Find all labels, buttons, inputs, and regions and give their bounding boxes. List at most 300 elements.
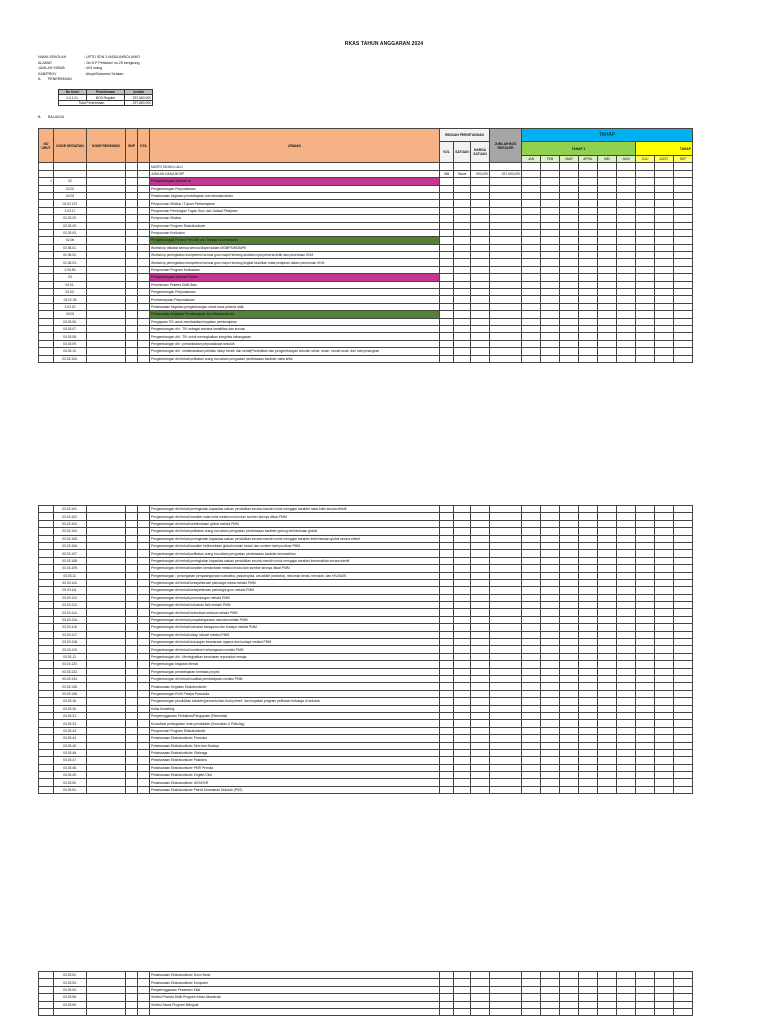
cell-month <box>522 333 541 340</box>
cell-kode-kegiatan: 03.03.113. <box>54 602 87 609</box>
cell-month <box>617 720 636 727</box>
table-row <box>39 779 693 786</box>
cell-kode-rekening <box>87 653 126 660</box>
cell-month <box>541 259 560 266</box>
cell-month <box>674 668 693 675</box>
cell-month <box>560 1001 579 1008</box>
cell-month <box>617 772 636 779</box>
cell-kode-kegiatan: 03.03.118. <box>54 639 87 646</box>
cell-month <box>636 764 655 771</box>
cell-uraian: Pengembangan diri terkait karakter kebhinekaan global melalui modul dan sumber lainnya diluar PMM <box>150 542 440 549</box>
cell-month <box>522 646 541 653</box>
cell-month <box>617 340 636 347</box>
cell-no-urut <box>39 550 54 557</box>
cell-month <box>560 668 579 675</box>
cell-month <box>541 528 560 535</box>
table-row <box>39 252 693 259</box>
cell-kode-rekening <box>87 557 126 564</box>
cell-month <box>636 303 655 310</box>
cell-vol <box>440 646 454 653</box>
cell-month <box>674 325 693 332</box>
cell-satuan <box>454 772 471 779</box>
cell-month <box>598 720 617 727</box>
cell-month <box>636 616 655 623</box>
cell-month <box>636 624 655 631</box>
cell-month <box>579 178 598 185</box>
cell-month <box>655 668 674 675</box>
cell-jumlah <box>490 720 522 727</box>
cell-month <box>541 653 560 660</box>
cell-month <box>541 572 560 579</box>
cell-satuan <box>454 994 471 1001</box>
cell-vol <box>440 355 454 362</box>
cell-kode-kegiatan: 03.03.103. <box>54 520 87 527</box>
cell-kode-rekening <box>87 289 126 296</box>
cell-uraian: Pengembangan diri terkait pelibatan orang tua dalam penguatan pembiasaan karakter nalar kritis <box>150 355 440 362</box>
cell-kode-rekening <box>87 266 126 273</box>
cell-month <box>655 742 674 749</box>
cell-month <box>617 675 636 682</box>
cell-month <box>579 513 598 520</box>
cell-month <box>636 340 655 347</box>
cell-no-urut <box>39 215 54 222</box>
cell-kode-rekening <box>87 185 126 192</box>
cell-month <box>617 229 636 236</box>
cell-month <box>579 690 598 697</box>
cell-month <box>522 528 541 535</box>
cell-month <box>598 252 617 259</box>
cell-kode-rekening <box>87 616 126 623</box>
cell-kta <box>138 698 150 705</box>
cell-jumlah <box>490 749 522 756</box>
cell-harga <box>471 735 490 742</box>
cell-snp <box>126 318 138 325</box>
cell-satuan <box>454 237 471 244</box>
cell-kode-rekening <box>87 979 126 986</box>
belanja-table-page-2 <box>38 505 693 794</box>
table-row <box>39 355 693 362</box>
cell-month <box>579 683 598 690</box>
table-row <box>39 550 693 557</box>
cell-no-urut <box>39 727 54 734</box>
cell-no-urut <box>39 972 54 979</box>
cell-month <box>541 237 560 244</box>
cell-snp <box>126 712 138 719</box>
cell-month <box>560 712 579 719</box>
cell-kode-kegiatan: 03.03.109. <box>54 565 87 572</box>
cell-harga <box>471 355 490 362</box>
cell-kta <box>138 229 150 236</box>
cell-month <box>522 742 541 749</box>
cell-kta <box>138 735 150 742</box>
cell-month <box>617 325 636 332</box>
cell-month <box>655 624 674 631</box>
pen-cell-kode: 4.3.1.01. <box>59 95 87 100</box>
cell-kta <box>138 513 150 520</box>
cell-harga <box>471 557 490 564</box>
cell-kode-kegiatan: 03.03.54. <box>54 986 87 993</box>
cell-month <box>617 587 636 594</box>
cell-month <box>560 237 579 244</box>
cell-kode-rekening <box>87 252 126 259</box>
cell-month <box>579 318 598 325</box>
cell-month <box>541 311 560 318</box>
cell-month <box>579 786 598 793</box>
header-uraian: URAIAN <box>150 129 440 163</box>
cell-month <box>655 289 674 296</box>
cell-kode-rekening <box>87 698 126 705</box>
cell-snp <box>126 259 138 266</box>
table-row <box>39 528 693 535</box>
cell-month <box>674 215 693 222</box>
cell-uraian: Pengayaan TIK untuk memfasilitasi kegiatan pembelajaran <box>150 318 440 325</box>
cell-harga <box>471 994 490 1001</box>
cell-month <box>655 979 674 986</box>
cell-month <box>541 333 560 340</box>
cell-kode-kegiatan: 03.03.47. <box>54 757 87 764</box>
section-b-letter: B. <box>38 115 42 119</box>
cell-satuan <box>454 705 471 712</box>
cell-uraian: Penyelenggaraan Pesantren Kilat <box>150 986 440 993</box>
cell-kode-kegiatan: 03.03.104. <box>54 528 87 535</box>
cell-kta <box>138 712 150 719</box>
cell-harga <box>471 185 490 192</box>
table-row <box>39 661 693 668</box>
cell-kode-kegiatan: 3.02.20 <box>54 303 87 310</box>
cell-kode-kegiatan: 02.03.03. <box>54 229 87 236</box>
cell-month <box>636 565 655 572</box>
cell-kode-kegiatan: 03.03.105. <box>54 535 87 542</box>
cell-month <box>617 979 636 986</box>
cell-harga <box>471 274 490 281</box>
cell-snp <box>126 281 138 288</box>
cell-vol <box>440 602 454 609</box>
cell-satuan <box>454 675 471 682</box>
cell-month <box>522 303 541 310</box>
cell-harga <box>471 631 490 638</box>
cell-month <box>598 683 617 690</box>
cell-month <box>541 712 560 719</box>
cell-kode-kegiatan: 02.03.29. <box>54 222 87 229</box>
cell-month <box>579 200 598 207</box>
cell-month <box>617 579 636 586</box>
cell-no-urut <box>39 163 54 170</box>
cell-snp <box>126 550 138 557</box>
cell-month <box>598 259 617 266</box>
cell-vol <box>440 289 454 296</box>
cell-month <box>579 994 598 1001</box>
cell-uraian: Pengembangan diri terkait karakter kemandirian melalui modul dan sumber lainnya diluar PMM <box>150 565 440 572</box>
cell-month <box>579 705 598 712</box>
section-b-title: BALANJA <box>48 115 64 119</box>
cell-month <box>560 170 579 177</box>
cell-harga <box>471 266 490 273</box>
cell-kode-kegiatan: 03.03.114. <box>54 609 87 616</box>
cell-kode-kegiatan <box>54 170 87 177</box>
cell-kode-rekening <box>87 779 126 786</box>
header-tahap-1: TAHAP 1 <box>522 142 636 156</box>
pen-cell-nama: BOS Reguler <box>87 95 125 100</box>
cell-uraian: Pengembangan diri terkait dukungan kesetaraan agama dan budaya melalui PMM <box>150 639 440 646</box>
cell-vol <box>440 1008 454 1015</box>
cell-month <box>541 303 560 310</box>
cell-month <box>579 675 598 682</box>
cell-jumlah <box>490 528 522 535</box>
cell-no-urut <box>39 535 54 542</box>
cell-month <box>598 520 617 527</box>
cell-month <box>636 972 655 979</box>
cell-month <box>579 735 598 742</box>
section-a-heading <box>38 77 140 83</box>
cell-month <box>655 972 674 979</box>
cell-month <box>674 318 693 325</box>
cell-uraian: Pengembangan diri terkait pelibatan orang tua dalam penguatan pembiasaan karakter kemandirian <box>150 550 440 557</box>
cell-snp <box>126 289 138 296</box>
cell-kode-rekening <box>87 631 126 638</box>
cell-month <box>674 520 693 527</box>
cell-month <box>655 683 674 690</box>
cell-month <box>579 609 598 616</box>
cell-no-urut <box>39 572 54 579</box>
cell-kta <box>138 1008 150 1015</box>
cell-month <box>560 200 579 207</box>
cell-snp <box>126 979 138 986</box>
cell-month <box>579 237 598 244</box>
cell-vol <box>440 215 454 222</box>
cell-no-urut <box>39 594 54 601</box>
cell-month <box>674 513 693 520</box>
cell-no-urut <box>39 779 54 786</box>
cell-kode-kegiatan: 03.03.30. <box>54 705 87 712</box>
cell-month <box>636 705 655 712</box>
cell-month <box>522 661 541 668</box>
cell-satuan <box>454 1008 471 1015</box>
cell-month <box>598 749 617 756</box>
cell-month <box>579 972 598 979</box>
cell-kode-rekening <box>87 318 126 325</box>
cell-kode-kegiatan: 03.03.101. <box>54 506 87 513</box>
cell-month <box>541 705 560 712</box>
cell-month <box>655 587 674 594</box>
cell-jumlah <box>490 1001 522 1008</box>
cell-month <box>541 513 560 520</box>
cell-harga <box>471 340 490 347</box>
table-row <box>39 639 693 646</box>
cell-kode-kegiatan: 03.03.51. <box>54 786 87 793</box>
cell-kode-rekening <box>87 528 126 535</box>
cell-vol <box>440 668 454 675</box>
cell-satuan <box>454 653 471 660</box>
cell-snp <box>126 1001 138 1008</box>
cell-kode-kegiatan: 03.03.115. <box>54 616 87 623</box>
cell-month <box>522 609 541 616</box>
cell-kode-rekening <box>87 735 126 742</box>
cell-month <box>560 281 579 288</box>
cell-jumlah <box>490 185 522 192</box>
cell-month <box>598 572 617 579</box>
cell-month <box>560 244 579 251</box>
cell-snp <box>126 222 138 229</box>
cell-uraian: Pelaksanaan Ekstrakurikuler PMR Pemula <box>150 764 440 771</box>
cell-snp <box>126 749 138 756</box>
cell-uraian: Seleksi Siswa Program Bilingual <box>150 1001 440 1008</box>
cell-kta <box>138 340 150 347</box>
cell-snp <box>126 200 138 207</box>
cell-month <box>541 683 560 690</box>
cell-no-urut <box>39 266 54 273</box>
cell-kode-kegiatan: 03.03.50. <box>54 779 87 786</box>
cell-month <box>541 274 560 281</box>
cell-vol <box>440 340 454 347</box>
cell-month <box>579 579 598 586</box>
cell-month <box>655 325 674 332</box>
cell-vol <box>440 712 454 719</box>
cell-month <box>579 340 598 347</box>
cell-uraian: Pelaksanaan kegiatan pembelajaran dan ekstrakurikuler <box>150 192 440 199</box>
cell-month <box>598 972 617 979</box>
cell-month <box>617 318 636 325</box>
cell-month <box>617 757 636 764</box>
cell-month <box>655 565 674 572</box>
cell-satuan <box>454 986 471 993</box>
cell-month <box>541 170 560 177</box>
cell-kta <box>138 355 150 362</box>
cell-vol: 356 <box>440 170 454 177</box>
month-mei: MEI <box>598 156 617 163</box>
cell-month <box>560 779 579 786</box>
cell-kta <box>138 289 150 296</box>
cell-snp <box>126 325 138 332</box>
cell-month <box>636 506 655 513</box>
cell-month <box>560 994 579 1001</box>
cell-month <box>522 506 541 513</box>
cell-month <box>579 1001 598 1008</box>
cell-month <box>655 163 674 170</box>
cell-no-urut <box>39 170 54 177</box>
cell-month <box>579 757 598 764</box>
table-row <box>39 609 693 616</box>
cell-harga <box>471 296 490 303</box>
cell-month <box>598 690 617 697</box>
cell-satuan <box>454 215 471 222</box>
cell-month <box>560 528 579 535</box>
cell-kode-kegiatan: 03.03.106. <box>54 542 87 549</box>
cell-harga <box>471 311 490 318</box>
cell-month <box>617 646 636 653</box>
cell-kta <box>138 318 150 325</box>
cell-month <box>522 616 541 623</box>
cell-jumlah <box>490 207 522 214</box>
cell-jumlah <box>490 237 522 244</box>
cell-jumlah <box>490 266 522 273</box>
cell-month <box>522 229 541 236</box>
cell-month <box>560 602 579 609</box>
cell-month <box>579 506 598 513</box>
cell-kode-rekening <box>87 720 126 727</box>
cell-snp <box>126 772 138 779</box>
cell-kta <box>138 986 150 993</box>
cell-month <box>579 772 598 779</box>
cell-jumlah <box>490 200 522 207</box>
cell-month <box>598 668 617 675</box>
cell-vol <box>440 207 454 214</box>
table-row <box>39 735 693 742</box>
table-row <box>39 646 693 653</box>
cell-month <box>560 565 579 572</box>
cell-kode-kegiatan: 03.03.132. <box>54 668 87 675</box>
cell-month <box>655 772 674 779</box>
cell-uraian: Pemberdayaan Perpustakaan <box>150 296 440 303</box>
cell-month <box>655 542 674 549</box>
cell-month <box>560 572 579 579</box>
cell-harga <box>471 259 490 266</box>
document-title: RKAS TAHUN ANGGARAN 2024 <box>344 41 424 47</box>
cell-month <box>655 170 674 177</box>
cell-kode-rekening <box>87 244 126 251</box>
cell-month <box>674 170 693 177</box>
cell-month <box>598 266 617 273</box>
cell-month <box>674 506 693 513</box>
cell-kta <box>138 259 150 266</box>
month-april: APRIL <box>579 156 598 163</box>
cell-month <box>674 237 693 244</box>
table-row <box>39 579 693 586</box>
cell-satuan <box>454 749 471 756</box>
cell-kode-rekening <box>87 259 126 266</box>
cell-month <box>560 764 579 771</box>
cell-month <box>617 506 636 513</box>
cell-vol <box>440 244 454 251</box>
cell-month <box>579 712 598 719</box>
cell-month <box>617 333 636 340</box>
cell-month <box>579 727 598 734</box>
cell-month <box>579 192 598 199</box>
cell-vol <box>440 994 454 1001</box>
cell-no-urut <box>39 609 54 616</box>
table-row <box>39 237 693 244</box>
cell-month <box>655 340 674 347</box>
table-row <box>39 311 693 318</box>
cell-kta <box>138 222 150 229</box>
cell-harga <box>471 318 490 325</box>
cell-month <box>674 594 693 601</box>
cell-month <box>655 303 674 310</box>
cell-vol <box>440 535 454 542</box>
cell-vol <box>440 528 454 535</box>
cell-month <box>636 318 655 325</box>
cell-month <box>636 631 655 638</box>
cell-month <box>560 749 579 756</box>
cell-month <box>560 252 579 259</box>
cell-month <box>598 506 617 513</box>
cell-kta <box>138 779 150 786</box>
cell-snp <box>126 683 138 690</box>
cell-satuan <box>454 646 471 653</box>
cell-kta <box>138 244 150 251</box>
cell-kta <box>138 237 150 244</box>
cell-month <box>598 215 617 222</box>
cell-month <box>560 185 579 192</box>
cell-month <box>655 506 674 513</box>
cell-month <box>674 624 693 631</box>
cell-vol <box>440 979 454 986</box>
cell-uraian: Workshop peningkatan kompetensi semua guru mapel tentang tingkat kesulitan mata pelajaran dalam penentuan KKM <box>150 259 440 266</box>
month-juli: JULI <box>636 156 655 163</box>
cell-month <box>522 727 541 734</box>
cell-harga <box>471 1001 490 1008</box>
cell-uraian: Pengembangan diri terkait kualitas pembelajaran melalui PMM <box>150 675 440 682</box>
cell-kta <box>138 348 150 355</box>
